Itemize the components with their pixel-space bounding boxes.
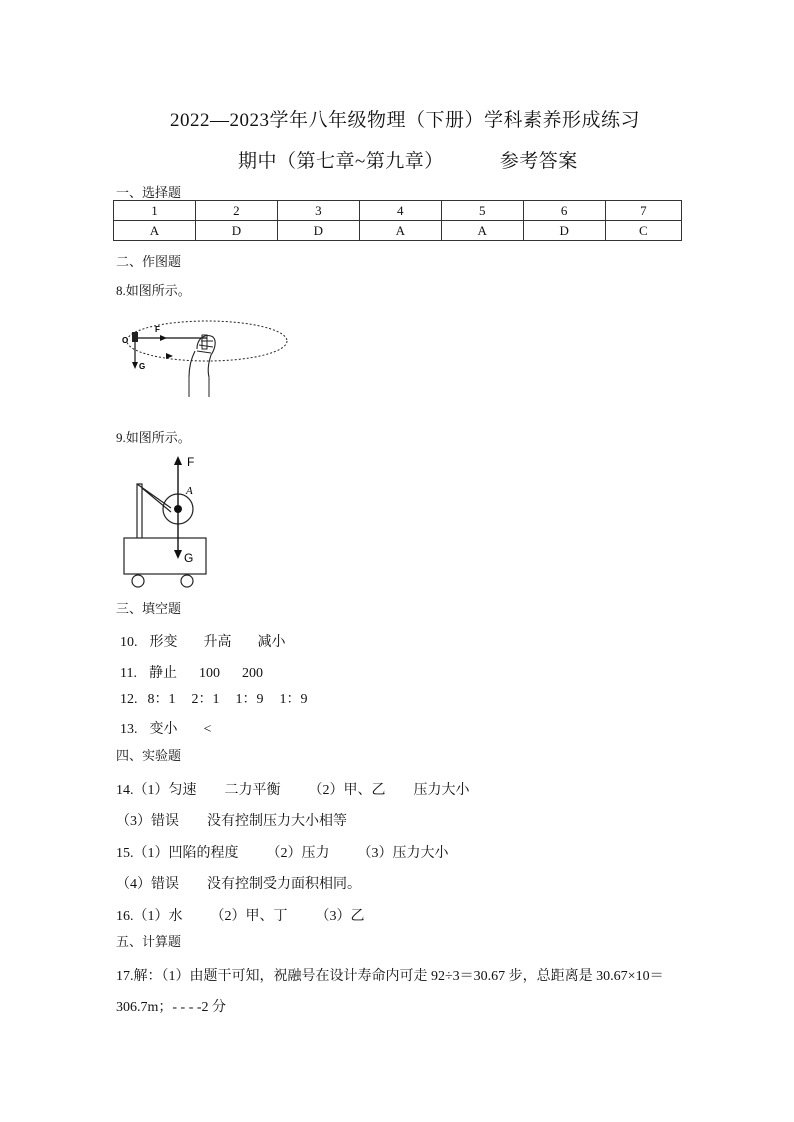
answer-text: 15.（1）凹陷的程度: [116, 846, 239, 861]
section-heading-calculation: 五、计算题: [116, 934, 182, 949]
answer-text: 1：9: [279, 692, 308, 707]
gravity-arrowhead: [174, 550, 182, 559]
question-number: 10.: [120, 635, 138, 650]
answer-text: 升高: [203, 635, 232, 650]
question-9-label: 9.如图所示。: [116, 430, 191, 445]
answer-line-15b: [116, 873, 361, 893]
answer-line-14a: [116, 779, 470, 799]
answer-text: （2）甲、乙: [308, 783, 386, 798]
answer-text: 没有控制压力大小相等: [207, 814, 347, 829]
table-cell: 7: [605, 201, 681, 221]
table-cell: 4: [359, 201, 441, 221]
table-cell: D: [523, 221, 605, 241]
answer-text: 形变: [149, 635, 178, 650]
label-o: O: [122, 336, 129, 345]
answer-table: [113, 200, 682, 241]
table-cell: D: [195, 221, 277, 241]
answer-line-12: [120, 688, 308, 708]
question-number: 11.: [120, 666, 137, 681]
answer-text: 100: [198, 666, 220, 681]
answer-text: （2）压力: [266, 846, 330, 861]
label-f: F: [187, 455, 195, 469]
answer-text: 14.（1）匀速: [116, 783, 197, 798]
figure-8-circular-motion: [115, 315, 295, 405]
answer-text: 16.（1）水: [116, 909, 183, 924]
table-cell: 5: [441, 201, 523, 221]
answer-line-17b: 306.7m；- - - -2 分: [116, 1000, 227, 1015]
answer-text: （4）错误: [116, 877, 179, 892]
answer-line-13: [120, 718, 211, 738]
answer-text: 静止: [148, 666, 177, 681]
table-cell: 3: [277, 201, 359, 221]
answer-line-14b: [116, 810, 347, 830]
force-f-arrowhead: [160, 335, 167, 341]
table-cell: C: [605, 221, 681, 241]
answer-text: <: [203, 722, 212, 737]
section-heading-experiment: 四、实验题: [116, 748, 182, 763]
table-cell: 6: [523, 201, 605, 221]
section-heading-drawing: 二、作图题: [116, 254, 182, 269]
answer-text: （3）乙: [315, 909, 365, 924]
question-8-label: 8.如图所示。: [116, 283, 191, 298]
answer-text: 减小: [257, 635, 286, 650]
answer-line-11: [120, 662, 263, 682]
question-number: 12.: [120, 692, 138, 707]
cart-wheel-left: [132, 575, 144, 587]
page-title: 2022—2023学年八年级物理（下册）学科素养形成练习: [170, 110, 641, 131]
cart-body: [124, 538, 206, 574]
answer-text: （3）压力大小: [357, 846, 449, 861]
section-heading-choice: 一、选择题: [116, 185, 182, 200]
answer-text: （2）甲、丁: [210, 909, 288, 924]
force-f-arrowhead: [174, 456, 182, 465]
answer-line-15a: [116, 842, 449, 862]
label-g: G: [139, 362, 146, 371]
table-cell: A: [359, 221, 441, 241]
figure-9-cart-pulley: [115, 450, 225, 590]
answer-text: 8：1: [147, 692, 176, 707]
answer-text: 变小: [149, 722, 178, 737]
answer-text: 1：9: [235, 692, 264, 707]
answer-line-10: [120, 631, 286, 651]
answer-text: 2：1: [191, 692, 220, 707]
table-cell: 2: [195, 201, 277, 221]
cart-wheel-right: [181, 575, 193, 587]
label-g: G: [184, 551, 194, 565]
table-cell: 1: [114, 201, 196, 221]
motion-direction-arrowhead: [166, 353, 173, 359]
question-number: 13.: [120, 722, 138, 737]
answer-text: 压力大小: [413, 783, 470, 798]
table-cell: A: [114, 221, 196, 241]
table-cell: D: [277, 221, 359, 241]
answer-table-number-row: [114, 201, 682, 221]
table-cell: A: [441, 221, 523, 241]
section-heading-fill: 三、填空题: [116, 601, 182, 616]
answer-text: （3）错误: [116, 814, 179, 829]
answer-table-answer-row: [114, 221, 682, 241]
answer-text: 200: [241, 666, 263, 681]
answer-line-16: [116, 905, 365, 925]
answer-line-17a: 17.解：（1）由题干可知，祝融号在设计寿命内可走 92÷3＝30.67 步，总距离是 30.67×10＝: [116, 969, 664, 984]
support-pole: [137, 484, 142, 538]
subtitle-chapters: 期中（第七章~第九章）: [238, 151, 444, 172]
subtitle-answers: 参考答案: [499, 151, 578, 172]
ball-object: [132, 332, 138, 342]
label-a: A: [186, 485, 193, 497]
answer-text: 二力平衡: [224, 783, 281, 798]
answer-text: 没有控制受力面积相同。: [207, 877, 361, 892]
page-subtitle: [238, 146, 578, 173]
label-f: F: [155, 325, 160, 334]
gravity-arrowhead: [132, 362, 138, 369]
